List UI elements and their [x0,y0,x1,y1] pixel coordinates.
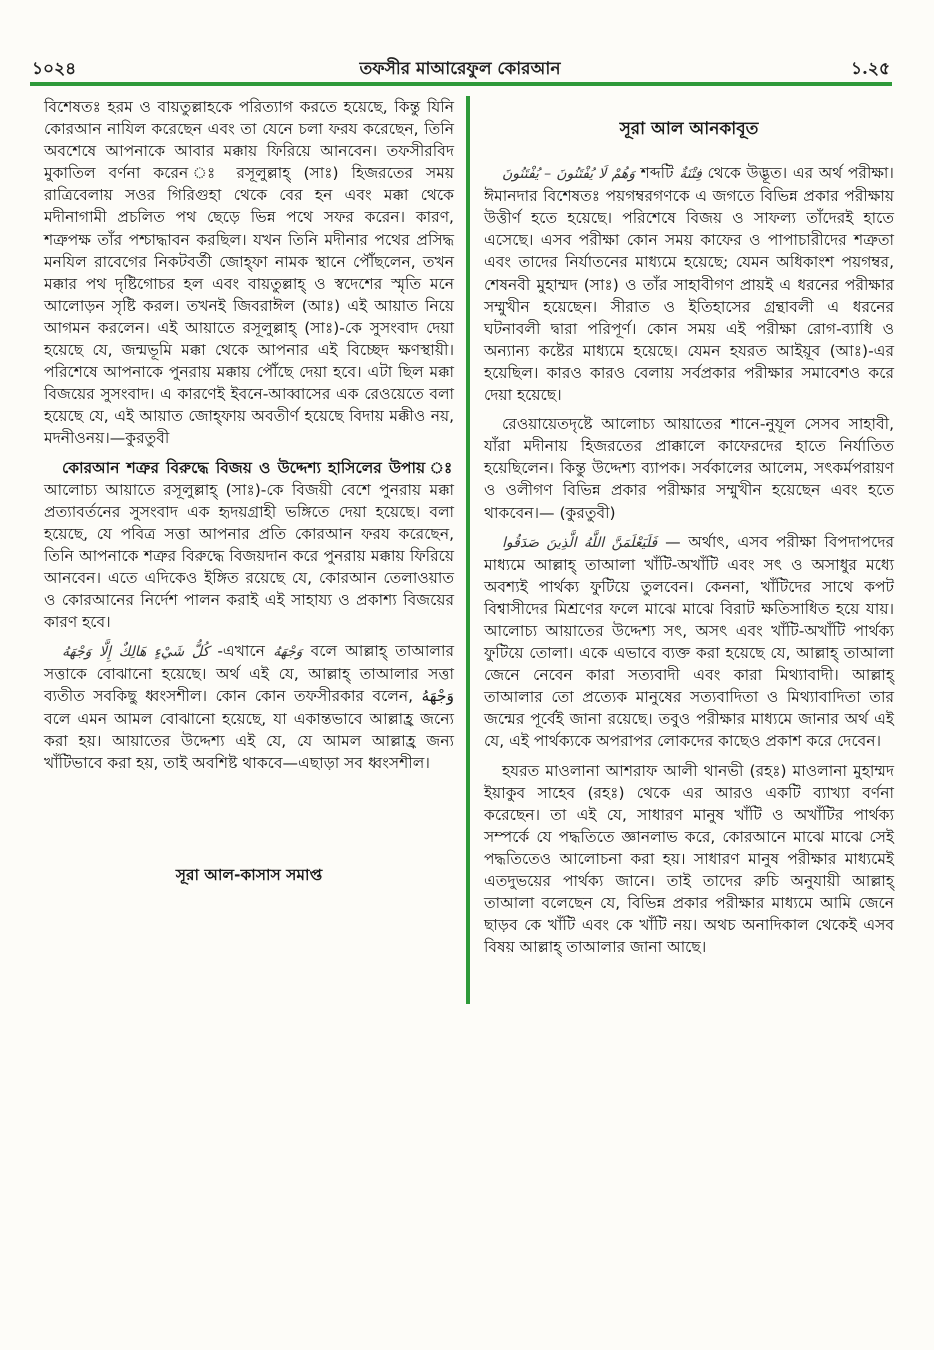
left-paragraph-3 [44,640,454,774]
left-paragraph-2-text: আলোচ্য আয়াতে রসূলুল্লাহ্ (সাঃ)-কে বিজয়ী বেশে পুনরায় মক্কা প্রত্যাবর্তনের সুসংবাদ এক হৃদয়গ্রাহী ভঙ্গিতে দেয়া হয়েছে। বলা হয়েছে, যে পবিত্র সত্তা আপনার প্রতি কোরআন ফরয করেছেন, তিনি আপনাকে শত্রুর বিরুদ্ধে বিজয়দান করে পুনরায় মক্কায় ফিরিয়ে আনবেন। এতে এদিকেও ইঙ্গিত রয়েছে যে, কোরআন তেলাওয়াত ও কোরআনের নির্দেশ পালন করাই এই সাহায্য ও প্রকাশ্য বিজয়ের কারণ হবে। [44,480,454,632]
right-paragraph-2: রেওয়ায়েতদৃষ্টে আলোচ্য আয়াতের শানে-নুযূল সেসব সাহাবী, যাঁরা মদীনায় হিজরতের প্রাক্কালে কাফেরদের হাতে নির্যাতিত হয়েছিলেন। কিন্তু উদ্দেশ্য ব্যাপক। সর্বকালের আলেম, সৎকর্মপরায়ণ ও ওলীগণ বিভিন্ন প্রকার পরীক্ষার সম্মুখীন হয়েছেন এবং হতে থাকবেন।— (কুরতুবী) [484,415,894,522]
column-divider [466,96,470,1004]
left-paragraph-1: বিশেষতঃ হরম ও বায়তুল্লাহকে পরিত্যাগ করতে হয়েছে, কিন্তু যিনি কোরআন নাযিল করেছেন এবং তা যেনে চলা ফরয করেছেন, তিনি অবশেষে আপনাকে আবার মক্কায় ফিরিয়ে আনবেন। তফসীরবিদ মুকাতিল বর্ণনা করেন ঃ রসূলুল্লাহ্ (সাঃ) হিজরতের সময় রাত্রিবেলায় সওর গিরিগুহা থেকে বের হন এবং মক্কা থেকে মদীনাগামী প্রচলিত পথ ছেড়ে ভিন্ন পথে সফর করেন। কারণ, শত্রুপক্ষ তাঁর পশ্চাদ্ধাবন করছিল। যখন তিনি মদীনার পথের প্রসিদ্ধ মনযিল রাবেগের নিকটবর্তী জোহ্ফা নামক স্থানে পৌঁছলেন, তখন মক্কার পথ দৃষ্টিগোচর হল এবং বায়তুল্লাহ্ ও স্বদেশের স্মৃতি মনে আলোড়ন সৃষ্টি করল। তখনই জিবরাঈল (আঃ) এই আয়াত নিয়ে আগমন করলেন। এই আয়াতে রসূলুল্লাহ্ (সাঃ)-কে সুসংবাদ দেয়া হয়েছে যে, জন্মভূমি মক্কা থেকে আপনার এই বিচ্ছেদ ক্ষণস্থায়ী। পরিশেষে আপনাকে পুনরায় মক্কায় পৌঁছে দেয়া হবে। এটা ছিল মক্কা বিজয়ের সুসংবাদ। এ কারণেই ইবনে-আব্বাসের এক রেওয়েতে বলা হয়েছে যে, এই আয়াত জোহ্ফায় অবতীর্ণ হয়েছে বিদায় মক্কীও নয়, মদনীওনয়।—কুরতুবী [44,98,454,448]
arabic-verse: كُلُّ شَيْءٍ هَالِكٌ إِلَّا وَجْهَهُ [62,644,210,661]
right-paragraph-1-lead2: থেকে উদ্ভূত। এর অর্থ [707,164,843,183]
arabic-word: وَجْهَهُ [273,644,303,661]
right-paragraph-3-lead: — অর্থাৎ, এসব পরীক্ষা [665,532,817,551]
right-paragraph-1-text: পরীক্ষা। ঈমানদার বিশেষতঃ পয়গম্বরগণকে এ জগতে বিভিন্ন প্রকার পরীক্ষায় উত্তীর্ণ হতে হয়েছে। পরিশেষে বিজয় ও সাফল্য তাঁদেরই হাতে এসেছে। এসব পরীক্ষা কোন সময় কাফের ও পাপাচারীদের শত্রুতা এবং তাদের নির্যাতনের মাধ্যমে হয়েছে; যেমন অধিকাংশ পয়গম্বর, শেষনবী মুহাম্মদ (সাঃ) ও তাঁর সাহাবীগণ প্রায়ই এ ধরনের পরীক্ষার সম্মুখীন হয়েছেন। সীরাত ও ইতিহাসের গ্রন্থাবলী এ ধরনের ঘটনাবলী দ্বারা পরিপূর্ণ। কোন সময় এই পরীক্ষা রোগ-ব্যাধি ও অন্যান্য কষ্টের মাধ্যমে হয়েছে। যেমন হযরত আইয়ূব (আঃ)-এর হয়েছিল। কারও কারও বেলায় সর্বপ্রকার পরীক্ষার সমাবেশও করে দেয়া হয়েছে। [484,164,894,405]
right-paragraph-1-lead: শব্দটি [640,164,674,183]
arabic-verse-1: وَهُمْ لَا يُفْتَنُونَ – يُفْتَنُونَ [502,166,635,183]
page-header [30,50,890,84]
left-column [44,96,454,886]
left-paragraph-2 [44,457,454,634]
left-paragraph-3-lead: -এখানে [217,642,265,661]
surah-end-note: সূরা আল-কাসাস সমাপ্ত [175,865,323,884]
surah-title: সূরা আল আনকাবূত [619,119,759,139]
running-title: তফসীর মাআরেফুল কোরআন [359,59,561,79]
left-paragraph-3-text: বলে আল্লাহ্ তাআলার সত্তাকে বোঝানো হয়েছে। অর্থ এই যে, আল্লাহ্ তাআলার সত্তা ব্যতীত সবকিছু ধ্বংসশীল। কোন কোন তফসীরকার বলেন, وَجْهَهُ বলে এমন আমল বোঝানো হয়েছে, যা একান্তভাবে আল্লাহ্র জন্যে করা হয়। আয়াতের উদ্দেশ্য এই যে, যে আমল আল্লাহ্র জন্য খাঁটিভাবে করা হয়, তাই অবশিষ্ট থাকবে—এছাড়া সব ধ্বংসশীল। [44,642,454,772]
page-number-right: ১.২৫ [850,59,890,79]
right-paragraph-4: হযরত মাওলানা আশরাফ আলী থানভী (রহঃ) মাওলানা মুহাম্মদ ইয়াকুব সাহেব (রহঃ) থেকে এর আরও একটি ব্যাখ্যা বর্ণনা করেছেন। তা এই যে, সাধারণ মানুষ খাঁটি ও অখাঁটির পার্থক্য সম্পর্কে যে পদ্ধতিতে জ্ঞানলাভ করে, কোরআনে মাঝে মাঝে সেই পদ্ধতিতেও আলোচনা করা হয়। সাধারণ মানুষ পরীক্ষার মাধ্যমেই এতদুভয়ের পার্থক্য জানে। তাই তাদের রুচি অনুযায়ী আল্লাহ্ তাআলা বলেছেন যে, বিভিন্ন প্রকার পরীক্ষার মাধ্যমে আমি জেনে ছাড়ব কে খাঁটি এবং কে খাঁটি নয়। অথচ অনাদিকাল থেকেই এসব বিষয় আল্লাহ্ তাআলার জানা আছে। [484,761,894,957]
section-heading: কোরআন শত্রুর বিরুদ্ধে বিজয় ও উদ্দেশ্য হাসিলের উপায় ঃ [62,458,454,477]
page-number-left: ১০২৪ [32,59,77,79]
right-paragraph-1 [484,162,894,406]
header-rule [30,82,892,86]
right-paragraph-3-text: বিপদাপদের মাধ্যমে আল্লাহ্ তাআলা খাঁটি-অখাঁটি এবং সৎ ও অসাধুর মধ্যে অবশ্যই পার্থক্য ফুটিয়ে তুলবেন। কেননা, খাঁটিদের সাথে কপট বিশ্বাসীদের মিশ্রণের ফলে মাঝে মাঝে বিরাট ক্ষতিসাধিত হয়ে যায়। আলোচ্য আয়াতের উদ্দেশ্য সৎ, অসৎ এবং খাঁটি-অখাঁটি পার্থক্য ফুটিয়ে তোলা। একে এভাবে ব্যক্ত করা হয়েছে যে, আল্লাহ্ তাআলা জেনে নেবেন কারা সত্যবাদী এবং কারা মিথ্যাবাদী। আল্লাহ্ তাআলার তো প্রত্যেক মানুষের সত্যবাদিতা ও মিথ্যাবাদিতা তার জন্মের পূর্বেই জানা রয়েছে। তবুও পরীক্ষার মাধ্যমে জানার অর্থ এই যে, এই পার্থক্যকে অপরাপর লোকদের কাছেও প্রকাশ করে দেবেন। [484,532,894,751]
right-paragraph-3 [484,531,894,753]
right-column [484,96,894,965]
arabic-verse-2: فَلَيَعْلَمَنَّ اللَّهُ الَّذِينَ صَدَقُوا [502,534,658,551]
arabic-root-word: فِتْنَةٌ [679,166,702,183]
